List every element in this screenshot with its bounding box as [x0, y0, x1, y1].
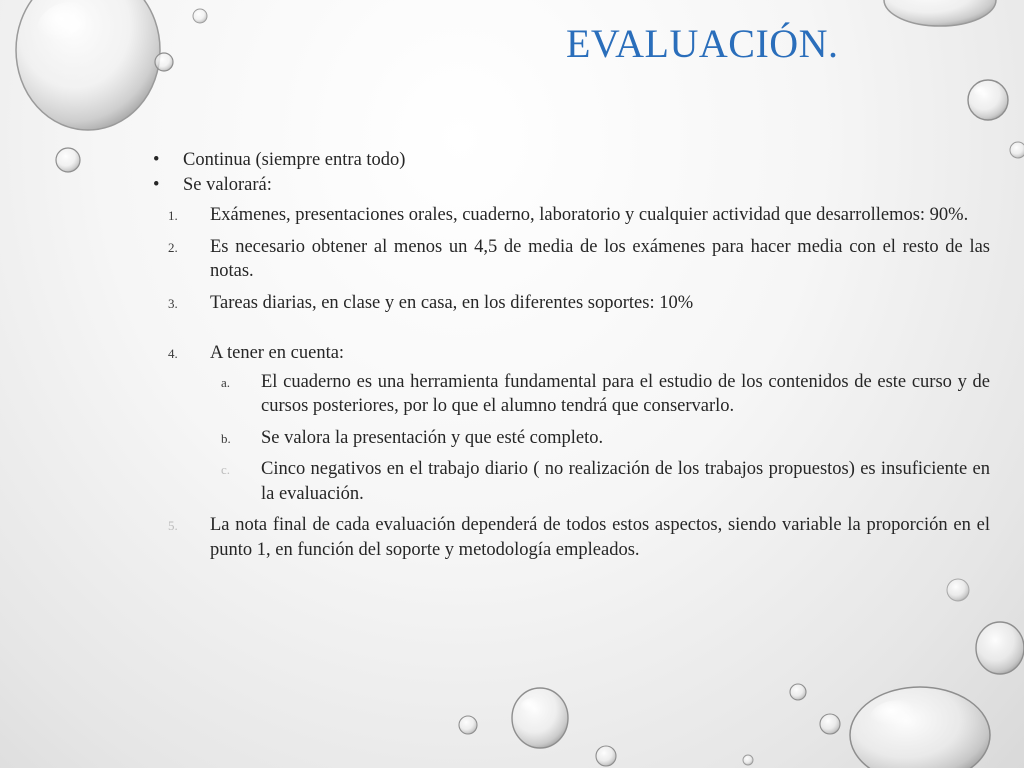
item-number: 3.	[168, 295, 178, 311]
item-number: 2.	[168, 239, 178, 255]
item-text: Exámenes, presentaciones orales, cuaderno, laboratorio y cualquier actividad que desarrollemos: 90%.	[210, 205, 969, 225]
numbered-item	[152, 341, 990, 506]
lettered-item	[159, 370, 990, 419]
subitem-text: Cinco negativos en el trabajo diario ( no realización de los trabajos propuestos) es insuficiente en la evaluación.	[261, 459, 990, 504]
slide-content	[152, 148, 990, 569]
bullet-marker: •	[153, 150, 160, 170]
item-letter: a.	[221, 374, 231, 390]
item-number: 4.	[168, 346, 178, 361]
drop-bottom-right-small-1	[790, 684, 806, 700]
item-letter: c.	[221, 462, 231, 477]
drop-bottom-center-large	[512, 688, 568, 748]
bullet-item	[152, 148, 990, 173]
drop-right-faint	[947, 579, 969, 601]
drop-bottom-right-large	[850, 687, 990, 768]
drop-bottom-right-small-2	[820, 714, 840, 734]
item-text: La nota final de cada evaluación dependerá de todos estos aspectos, siendo variable la proporción en el punto 1, en función del soporte y metodología empleados.	[210, 515, 990, 560]
drop-bottom-tiny	[743, 755, 753, 765]
item-number: 1.	[168, 208, 178, 223]
bullet-list	[152, 148, 990, 562]
subitem-text: Se valora la presentación y que esté completo.	[261, 427, 604, 448]
drop-large-top-left	[16, 0, 160, 130]
drop-bottom-center-small-1	[459, 716, 477, 734]
drop-small-left-1	[155, 53, 173, 71]
item-text: Es necesario obtener al menos un 4,5 de media de los exámenes para hacer media con el resto de las notas.	[210, 236, 990, 281]
bullet-item	[152, 173, 990, 563]
numbered-item	[152, 291, 990, 316]
lettered-item	[159, 457, 990, 506]
numbered-item	[152, 513, 990, 562]
drop-large-top-right	[884, 0, 996, 26]
subitem-text: El cuaderno es una herramienta fundamental para el estudio de los contenidos de este curso y de cursos posteriores, por lo que el alumno tendrá que conservarlo.	[261, 371, 990, 416]
item-letter: b.	[221, 430, 231, 446]
item-text: Tareas diarias, en clase y en casa, en los diferentes soportes: 10%	[210, 292, 694, 313]
numbered-list	[168, 203, 990, 562]
drop-small-right	[1010, 142, 1024, 158]
drop-bottom-right-medium	[976, 622, 1024, 674]
bullet-marker: •	[153, 174, 160, 195]
lettered-item	[159, 426, 990, 451]
bullet-text: Continua (siempre entra todo)	[183, 150, 406, 170]
numbered-item	[152, 235, 990, 284]
drop-small-left-2	[56, 148, 80, 172]
drop-medium-top-right	[968, 80, 1008, 120]
drop-bottom-center-small-2	[596, 746, 616, 766]
lettered-list	[210, 370, 990, 507]
item-text: A tener en cuenta:	[210, 343, 345, 363]
item-number: 5.	[168, 518, 178, 533]
numbered-item	[152, 203, 990, 228]
slide-title: EVALUACIÓN.	[566, 21, 839, 66]
drop-tiny-top-left	[193, 9, 207, 23]
bullet-text: Se valorará:	[183, 174, 272, 195]
